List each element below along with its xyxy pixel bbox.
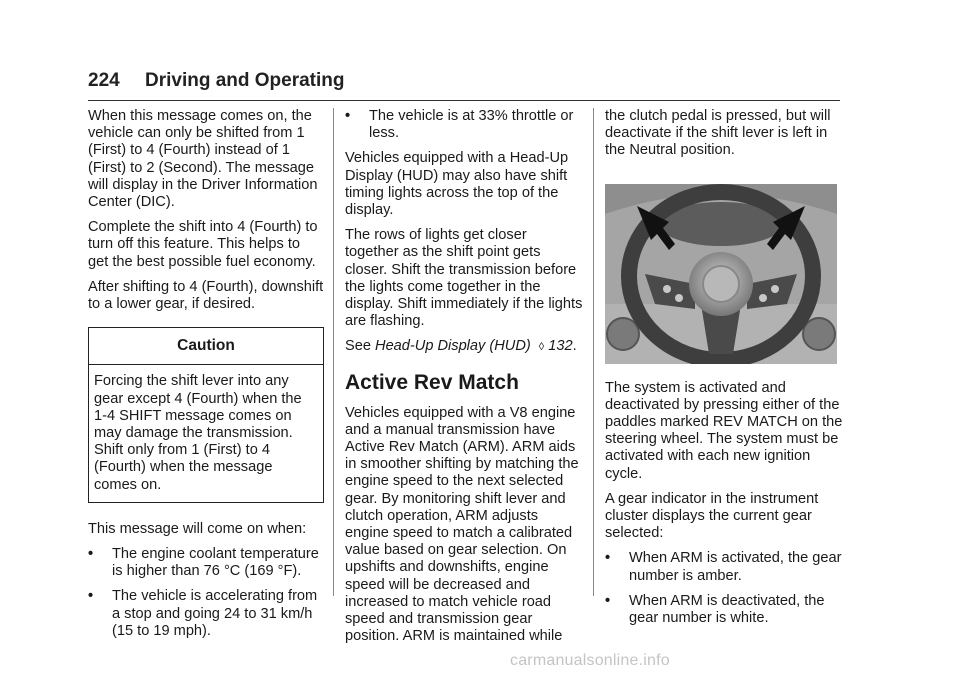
page-ref-number[interactable]: 132 <box>548 338 573 355</box>
caution-title: Caution <box>89 328 323 365</box>
paragraph: Vehicles equipped with a V8 engine and a manual transmission have Active Rev Match (ARM). ARM aids in smoother shifting by matching the engine speed to the next selected gear. By monitoring shift lever and clutch operation, ARM adjusts engine speed to match a calibrated value based on gear selection. On upshifts and downshifts, engine speed will be decreased and increased to match vehicle road speed and transmission gear position. ARM is maintained while <box>345 404 579 645</box>
bullet-icon: • <box>88 546 94 563</box>
bullet-icon: • <box>605 592 611 609</box>
section-heading: Active Rev Match <box>345 370 519 394</box>
column-divider <box>593 108 594 596</box>
paragraph: A gear indicator in the instrument cluster displays the current gear selected: <box>605 490 819 542</box>
watermark: carmanualsonline.info <box>510 652 670 669</box>
page-number: 224 <box>88 70 120 91</box>
paragraph: The system is activated and deactivated by pressing either of the paddles marked REV MATCH on the steering wheel. The system must be activated with each new ignition cycle. <box>605 379 843 482</box>
page-header <box>88 70 345 92</box>
paragraph: This message will come on when: <box>88 520 307 537</box>
header-rule <box>88 100 840 101</box>
column-3 <box>605 108 843 635</box>
paragraph: Complete the shift into 4 (Fourth) to turn off this feature. This helps to get the best possible fuel economy. <box>88 219 318 270</box>
caution-body: Forcing the shift lever into any gear except 4 (Fourth) when the 1-4 SHIFT message comes on may damage the transmission. Shift only from 1 (First) to 4 (Fourth) when the message comes on. <box>94 373 302 493</box>
bullet-icon: • <box>605 550 611 567</box>
column-divider <box>333 108 334 596</box>
bullet-icon: • <box>345 108 351 124</box>
paragraph: The rows of lights get closer together as the shift point gets closer. Shift the transmission before the lights come together in the display. Shift immediately if the lights are flashing. <box>345 227 583 330</box>
column-2 <box>345 108 583 653</box>
paragraph: When this message comes on, the vehicle can only be shifted from 1 (First) to 4 (Fourth) instead of 1 (First) to 2 (Second). The message will display in the Driver Information Center (DIC). <box>88 108 318 211</box>
paragraph: the clutch pedal is pressed, but will deactivate if the shift lever is left in the Neutral position. <box>605 108 831 159</box>
list-item: • When ARM is deactivated, the gear number is white. <box>605 592 825 627</box>
list-item: • When ARM is activated, the gear number is amber. <box>605 550 842 584</box>
page-ref-icon: ◊ <box>538 341 545 354</box>
paragraph: Vehicles equipped with a Head-Up Display (HUD) may also have shift timing lights across the top of the display. <box>345 150 569 219</box>
cross-reference: See Head-Up Display (HUD) ◊ 132. <box>345 338 577 355</box>
caution-box <box>88 327 324 503</box>
cross-reference-link[interactable]: Head-Up Display (HUD) <box>375 338 531 355</box>
bullet-icon: • <box>88 588 94 605</box>
paragraph: After shifting to 4 (Fourth), downshift to a lower gear, if desired. <box>88 278 324 313</box>
steering-wheel-photo <box>605 184 837 364</box>
column-1 <box>88 108 324 648</box>
list-item: • The vehicle is accelerating from a stop and going 24 to 31 km/h (15 to 19 mph). <box>88 588 318 639</box>
list-item: • The engine coolant temperature is higher than 76 °C (169 °F). <box>88 546 319 580</box>
list-item: • The vehicle is at 33% throttle or less. <box>345 108 574 142</box>
section-title-header: Driving and Operating <box>144 70 345 91</box>
